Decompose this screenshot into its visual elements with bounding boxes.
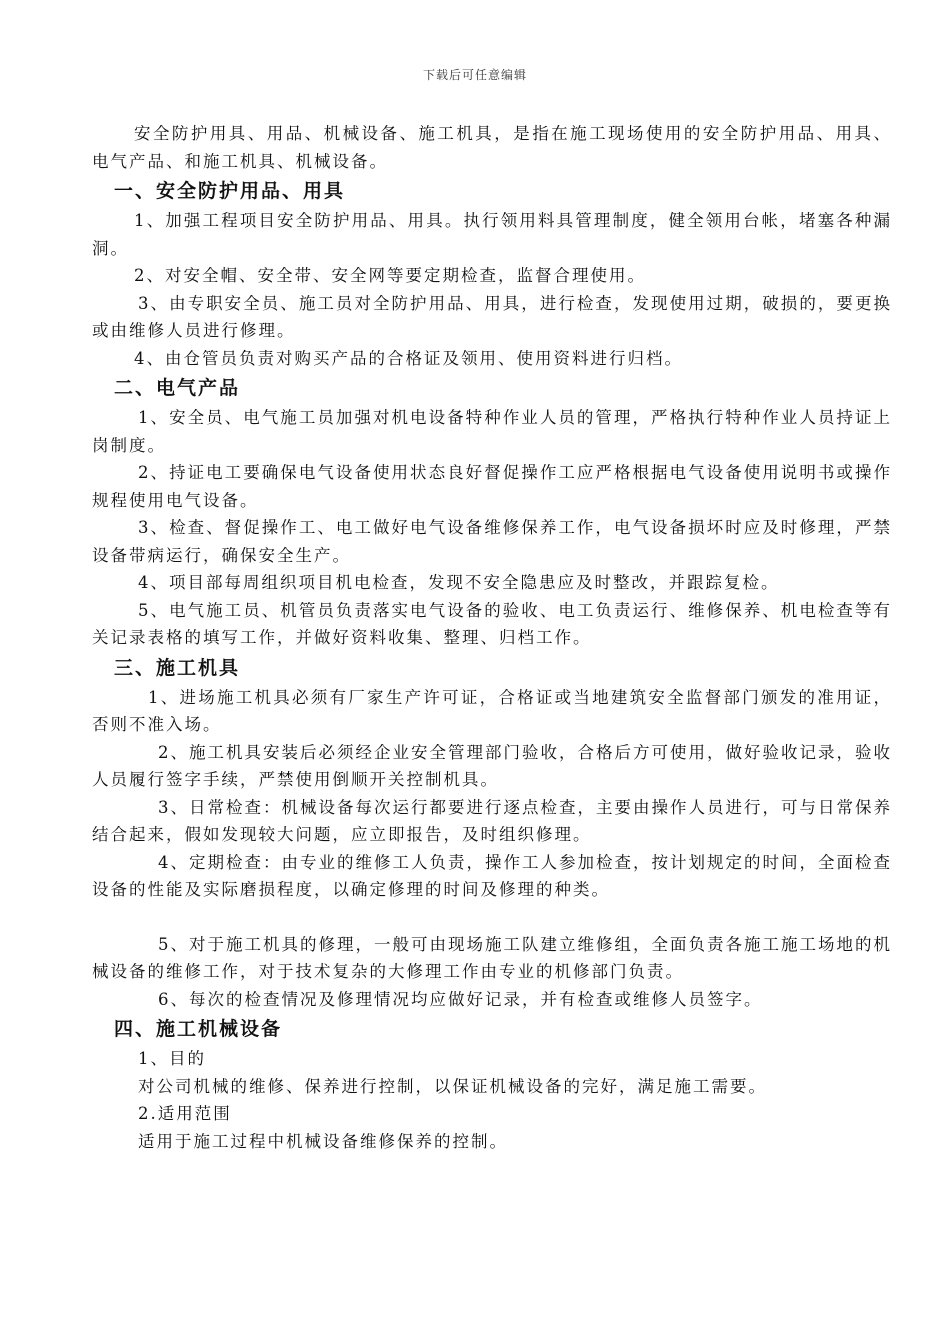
section-3-item: 2、施工机具安装后必须经企业安全管理部门验收，合格后方可使用，做好验收记录，验收人员履行签字手续，严禁使用倒顺开关控制机具。 xyxy=(92,742,892,789)
section-1-item: 1、加强工程项目安全防护用品、用具。执行领用料具管理制度，健全领用台帐，堵塞各种漏洞。 xyxy=(92,211,892,258)
section-2-item: 4、项目部每周组织项目机电检查，发现不安全隐患应及时整改，并跟踪复检。 xyxy=(138,573,780,592)
section-3-title: 三、施工机具 xyxy=(114,656,241,679)
intro-paragraph: 安全防护用具、用品、机械设备、施工机具，是指在施工现场使用的安全防护用品、用具、电气产品、和施工机具、机械设备。 xyxy=(92,124,892,171)
section-4-title: 四、施工机械设备 xyxy=(114,1018,283,1040)
section-4-subheading: 1、目的 xyxy=(138,1049,206,1068)
page-header: 下载后可任意编辑 xyxy=(422,68,527,82)
section-3-item: 3、日常检查：机械设备每次运行都要进行逐点检查，主要由操作人员进行，可与日常保养结合起来，假如发现较大问题，应立即报告，及时组织修理。 xyxy=(92,797,892,844)
section-4-subheading: 2.适用范围 xyxy=(138,1104,232,1123)
section-2-title: 二、电气产品 xyxy=(114,377,241,399)
section-3-item: 4、定期检查：由专业的维修工人负责，操作工人参加检查，按计划规定的时间，全面检查设备的性能及实际磨损程度，以确定修理的时间及修理的种类。 xyxy=(92,852,892,899)
section-1-title: 一、安全防护用品、用具 xyxy=(114,180,346,202)
section-3-item: 5、对于施工机具的修理，一般可由现场施工队建立维修组，全面负责各施工施工场地的机械设备的维修工作，对于技术复杂的大修理工作由专业的机修部门负责。 xyxy=(92,934,892,981)
blank-line xyxy=(92,904,892,931)
section-3-item: 1、进场施工机具必须有厂家生产许可证，合格证或当地建筑安全监督部门颁发的准用证，否则不准入场。 xyxy=(92,687,892,734)
section-1-item: 2、对安全帽、安全带、安全网等要定期检查，监督合理使用。 xyxy=(134,266,646,285)
section-4-item: 对公司机械的维修、保养进行控制，以保证机械设备的完好，满足施工需要。 xyxy=(138,1076,767,1096)
section-2-item: 2、持证电工要确保电气设备使用状态良好督促操作工应严格根据电气设备使用说明书或操作规程使用电气设备。 xyxy=(92,463,892,510)
document-body xyxy=(92,120,892,1155)
section-1-item: 3、由专职安全员、施工员对全防护用品、用具，进行检查，发现使用过期，破损的，要更换或由维修人员进行修理。 xyxy=(92,293,892,340)
section-1-item: 4、由仓管员负责对购买产品的合格证及领用、使用资料进行归档。 xyxy=(134,348,683,368)
section-2-item: 3、检查、督促操作工、电工做好电气设备维修保养工作，电气设备损坏时应及时修理，严禁设备带病运行，确保安全生产。 xyxy=(92,518,892,565)
section-2-item: 5、电气施工员、机管员负责落实电气设备的验收、电工负责运行、维修保养、机电检查等有关记录表格的填写工作，并做好资料收集、整理、归档工作。 xyxy=(92,600,892,647)
section-4-item: 适用于施工过程中机械设备维修保养的控制。 xyxy=(138,1131,508,1151)
section-2-item: 1、安全员、电气施工员加强对机电设备特种作业人员的管理，严格执行特种作业人员持证上岗制度。 xyxy=(92,408,892,455)
section-3-item: 6、每次的检查情况及修理情况均应做好记录，并有检查或维修人员签字。 xyxy=(158,989,763,1009)
